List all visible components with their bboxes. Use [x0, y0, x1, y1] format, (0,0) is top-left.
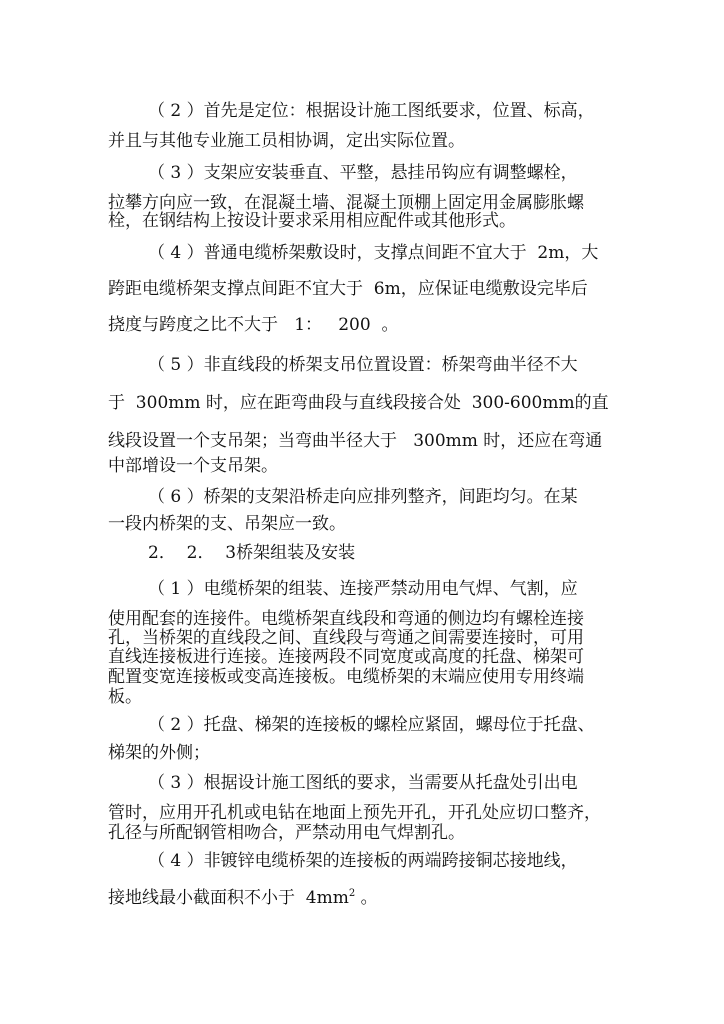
text-line: 拉攀方向应一致，在混凝土墙、混凝土顶棚上固定用金属膨胀螺 — [108, 193, 584, 213]
text-line: 管时，应用开孔机或电钻在地面上预先开孔，开孔处应切口整齐， — [108, 803, 601, 823]
text-line: （ 3 ）根据设计施工图纸的要求，当需要从托盘处引出电 — [148, 773, 578, 793]
text-line: 于 300mm 时，应在距弯曲段与直线段接合处 300-600mm的直 — [108, 393, 609, 413]
text-line: 挠度与跨度之比不大于 1： 200 。 — [108, 315, 399, 335]
text-line: 线段设置一个支吊架；当弯曲半径大于 300mm 时，还应在弯通 — [108, 431, 603, 451]
text-line: 配置变宽连接板或变高连接板。电缆桥架的末端应使用专用终端 — [108, 667, 584, 687]
text-line: 直线连接板进行连接。连接两段不同宽度或高度的托盘、梯架可 — [108, 647, 584, 667]
text-line: 孔径与所配钢管相吻合，严禁动用电气焊割孔。 — [108, 823, 465, 843]
text-line: 梯架的外侧； — [108, 743, 210, 763]
text-line: 栓，在钢结构上按设计要求采用相应配件或其他形式。 — [108, 211, 516, 231]
text-line: 中部增设一个支吊架。 — [108, 456, 278, 476]
text-line: 一段内桥架的支、吊架应一致。 — [108, 514, 346, 534]
text-line: 并且与其他专业施工员相协调，定出实际位置。 — [108, 131, 465, 151]
section-heading: 2． 2． 3桥架组装及安装 — [148, 543, 356, 563]
text-line: 跨距电缆桥架支撑点间距不宜大于 6m，应保证电缆敷设完毕后 — [108, 279, 588, 299]
text-line: （ 5 ）非直线段的桥架支吊位置设置：桥架弯曲半径不大 — [148, 355, 578, 375]
superscript: 2 — [348, 888, 356, 899]
text-line: 孔，当桥架的直线段之间、直线段与弯通之间需要连接时，可用 — [108, 628, 584, 648]
text-line: （ 4 ）普通电缆桥架敷设时，支撑点间距不宜大于 2m，大 — [148, 243, 599, 263]
text-line: （ 1 ）电缆桥架的组装、连接严禁动用电气焊、气割，应 — [148, 579, 578, 599]
text-line: （ 6 ）桥架的支架沿桥走向应排列整齐，间距均匀。在某 — [148, 487, 578, 507]
text-line: （ 4 ）非镀锌电缆桥架的连接板的两端跨接铜芯接地线， — [148, 851, 578, 871]
text-line: 接地线最小截面积不小于 $4mm^2$ 。 — [108, 888, 378, 908]
text-line: （ 2 ）托盘、梯架的连接板的螺栓应紧固，螺母位于托盘、 — [148, 715, 595, 735]
text-line: （ 3 ）支架应安装垂直、平整，悬挂吊钩应有调整螺栓， — [148, 163, 578, 183]
text-line: （ 2 ）首先是定位：根据设计施工图纸要求，位置、标高， — [148, 101, 595, 121]
text-line: 使用配套的连接件。电缆桥架直线段和弯通的侧边均有螺栓连接 — [108, 609, 584, 629]
text-line: 板。 — [108, 687, 142, 707]
